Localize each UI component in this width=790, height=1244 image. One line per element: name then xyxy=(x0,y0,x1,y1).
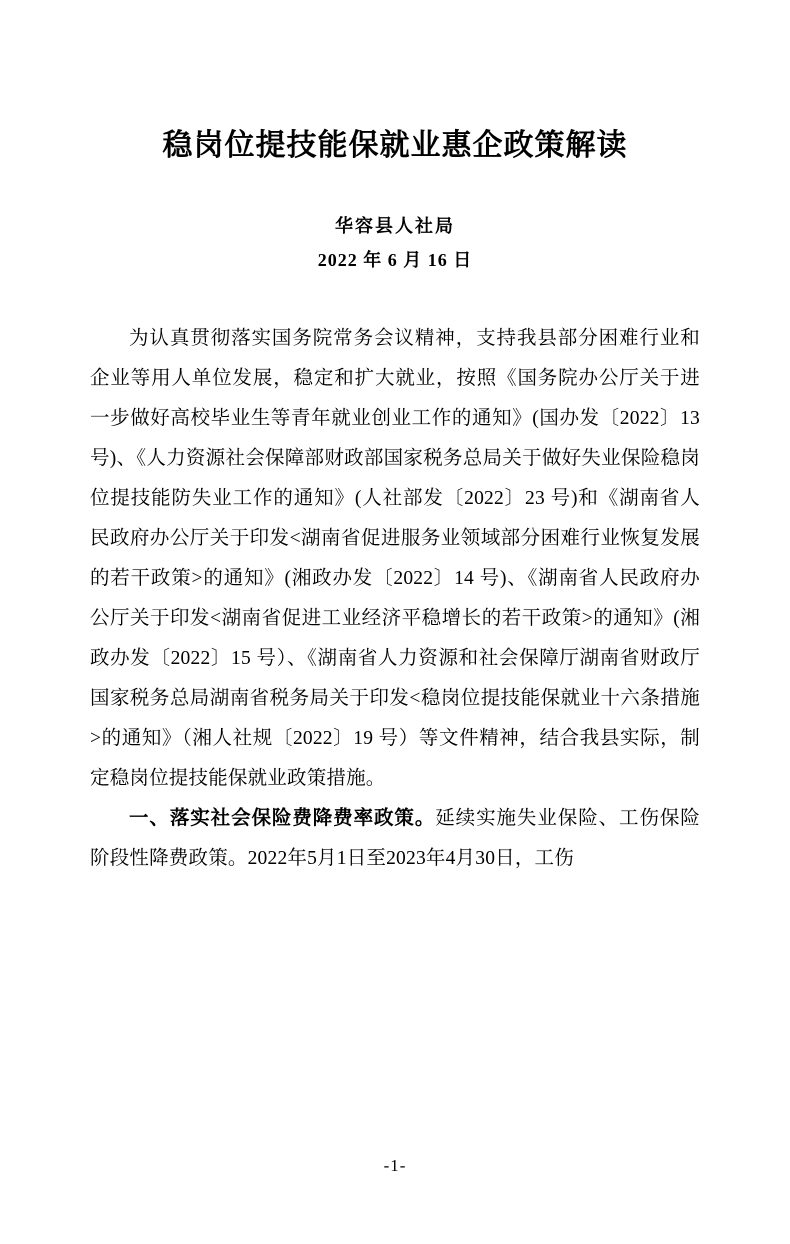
page-number: -1- xyxy=(383,1156,407,1175)
page-title: 稳岗位提技能保就业惠企政策解读 xyxy=(162,129,628,162)
paragraph-intro: 为认真贯彻落实国务院常务会议精神，支持我县部分困难行业和企业等用人单位发展，稳定和扩大就业，按照《国务院办公厅关于进一步做好高校毕业生等青年就业创业工作的通知》(国办发〔2022〕13 号)、《人力资源社会保障部财政部国家税务总局关于做好失业保险稳岗位提技能防失业工作的通知》(人社部发〔2022〕23 号)和《湖南省人民政府办公厅关于印发<湖南省促进服务业领域部分困难行业恢复发展的若干政策>的通知》(湘政办发〔2022〕14 号)、《湖南省人民政府办公厅关于印发<湖南省促进工业经济平稳增长的若干政策>的通知》(湘政办发〔2022〕15 号）、《湖南省人力资源和社会保障厅湖南省财政厅国家税务总局湖南省税务局关于印发<稳岗位提技能保就业十六条措施>的通知》（湘人社规〔2022〕19 号）等文件精神，结合我县实际，制定稳岗位提技能保就业政策措施。 xyxy=(90,328,700,790)
document-body xyxy=(90,319,700,879)
paragraph-section-one xyxy=(90,799,700,879)
document-page xyxy=(0,126,790,1244)
section-one-heading: 一、落实社会保险费降费率政策。 xyxy=(129,808,436,830)
issuer-block xyxy=(90,209,700,277)
issuer-name: 华容县人社局 xyxy=(335,216,455,236)
issue-date: 2022 年 6 月 16 日 xyxy=(317,250,473,271)
section-one-text: 延续实施失业保险、工伤保险阶段性降费政策。2022年5月1日至2023年4月30日，工伤 xyxy=(90,808,700,870)
